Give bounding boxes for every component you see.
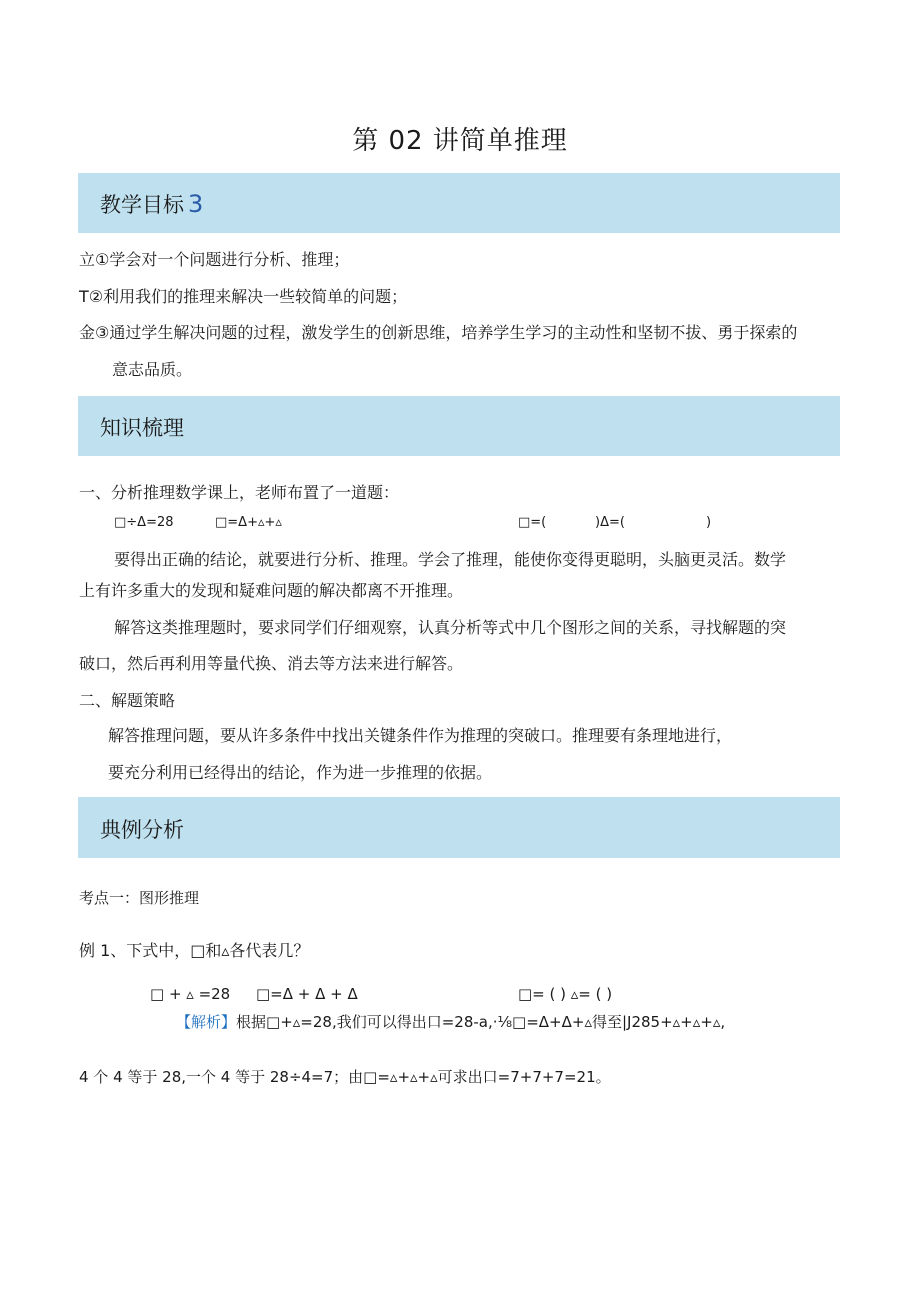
goal-line-1: 立①学会对一个问题进行分析、推理； <box>79 250 350 269</box>
section-heading-number: 3 <box>188 190 204 218</box>
analysis-text: 根据□+▵=28,我们可以得出口=28-a,·⅛□=Δ+Δ+▵得至|J285+▵+▵+▵, <box>236 1013 726 1031</box>
knowledge-para-3-line-2: 破口，然后再利用等量代换、消去等方法来进行解答。 <box>79 654 464 673</box>
goal-line-2: T②利用我们的推理来解决一些较简单的问题； <box>79 287 408 306</box>
goal-line-4: 意志品质。 <box>112 360 193 379</box>
page-title: 第 02 讲简单推理 <box>352 126 568 156</box>
strategy-heading: 二、解题策略 <box>79 691 176 710</box>
example-equation-c: □= ( ) ▵= ( ) <box>518 985 613 1003</box>
section-heading: 知识梳理 <box>100 416 184 440</box>
knowledge-para-3-line-1: 解答这类推理题时，要求同学们仔细观察，认真分析等式中几个图形之间的关系，寻找解题的突 <box>114 618 787 637</box>
analysis-conclusion: 4 个 4 等于 28,一个 4 等于 28÷4=7；由□=▵+▵+▵可求出口=7+7+7=21。 <box>79 1068 611 1086</box>
example-question: 例 1、下式中，□和▵各代表几？ <box>79 941 310 960</box>
section-heading-text: 教学目标 <box>100 193 184 217</box>
knowledge-para-1: 一、分析推理数学课上，老师布置了一道题： <box>79 483 400 502</box>
goal-line-3: 金③通过学生解决问题的过程，激发学生的创新思维，培养学生学习的主动性和坚韧不拔、勇于探索的 <box>79 323 798 342</box>
analysis-line <box>176 1011 725 1032</box>
analysis-label: 【解析】 <box>176 1013 237 1031</box>
section-heading: 典例分析 <box>100 818 184 842</box>
equation-d: )Δ=( <box>595 515 625 530</box>
section-heading <box>100 189 203 219</box>
example-equation-a: □ + ▵ =28 <box>150 985 231 1003</box>
equation-b: □=Δ+▵+▵ <box>215 515 282 530</box>
topic-label: 考点一：图形推理 <box>79 889 200 907</box>
equation-e: ) <box>706 515 712 530</box>
example-equation-b: □=Δ + Δ + Δ <box>256 985 358 1003</box>
equation-a: □÷Δ=28 <box>114 515 174 530</box>
strategy-line-2: 要充分利用已经得出的结论，作为进一步推理的依据。 <box>108 763 493 782</box>
equation-c: □=( <box>518 515 547 530</box>
section-banner-examples <box>78 797 840 858</box>
section-banner-teaching-goals <box>78 173 840 233</box>
knowledge-para-2-line-2: 上有许多重大的发现和疑难问题的解决都离不开推理。 <box>79 581 464 600</box>
section-banner-knowledge <box>78 396 840 456</box>
knowledge-para-2-line-1: 要得出正确的结论，就要进行分析、推理。学会了推理，能使你变得更聪明，头脑更灵活。数学 <box>114 550 787 569</box>
strategy-line-1: 解答推理问题，要从许多条件中找出关键条件作为推理的突破口。推理要有条理地进行， <box>108 726 733 745</box>
